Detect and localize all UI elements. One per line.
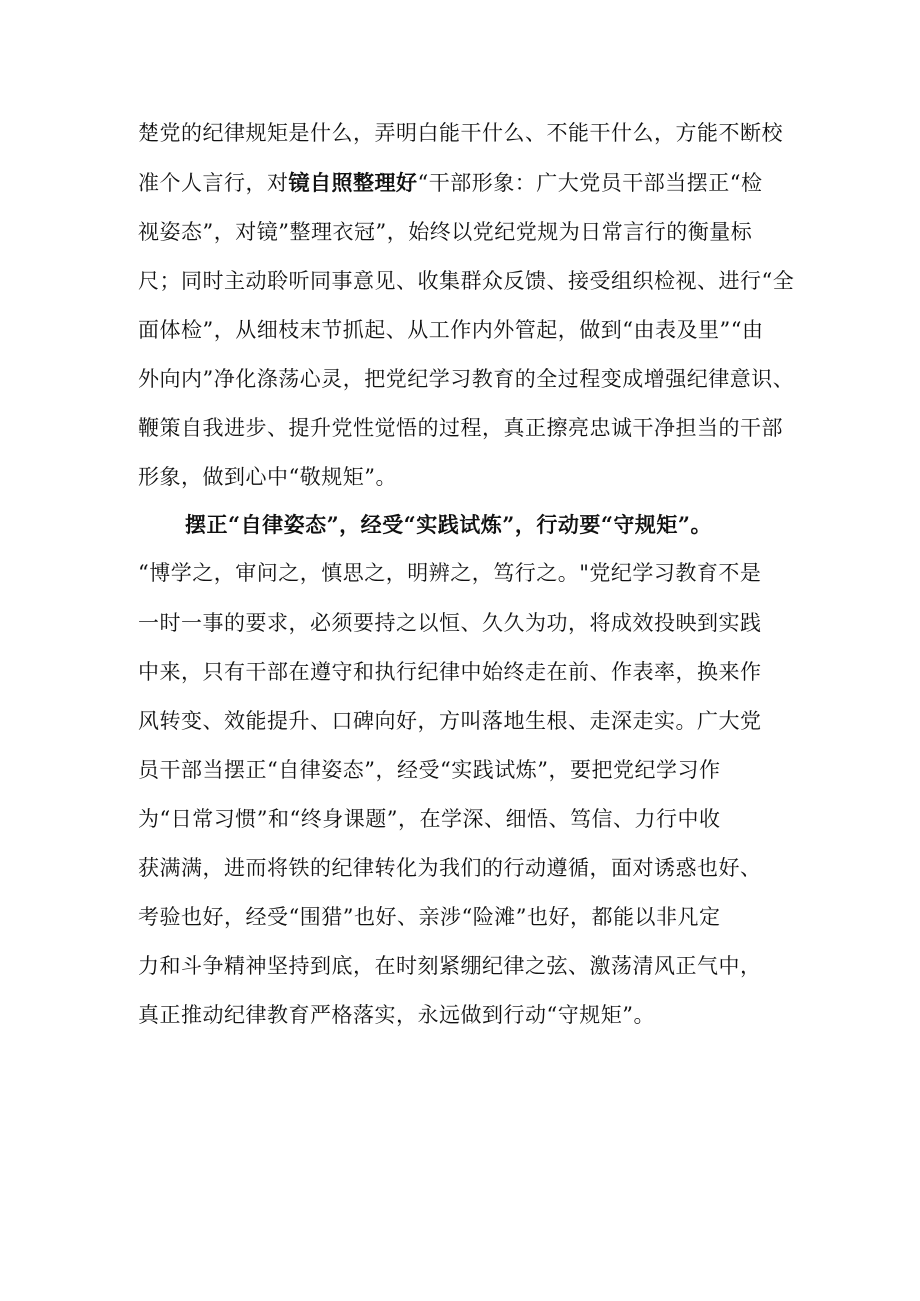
paragraph-1-line-1: 楚党的纪律规矩是什么，弄明白能干什么、不能干什么，方能不断校 <box>138 121 783 145</box>
paragraph-1-line-2-end: “干部形象：广大党员干部当摆正“检 <box>417 171 763 195</box>
paragraph-2-line-8: 考验也好，经受“围猎”也好、亲涉“险滩”也好，都能以非凡定 <box>138 905 721 929</box>
paragraph-2-line-6: 为“日常习惯”和“终身课题”，在学深、细悟、笃信、力行中收 <box>138 807 721 831</box>
paragraph-2-heading: 摆正“自律姿态”，经受“实践试炼”，行动要“守规矩”。 <box>185 512 712 537</box>
paragraph-2-line-3: 中来，只有干部在遵守和执行纪律中始终走在前、作表率，换来作 <box>138 660 762 684</box>
paragraph-2-line-7: 获满满，进而将铁的纪律转化为我们的行动遵循，面对诱惑也好、 <box>138 856 762 880</box>
paragraph-1-line-2 <box>138 170 762 196</box>
paragraph-1-line-5: 面体检”，从细枝末节抓起、从工作内外管起，做到“由表及里”“由 <box>138 318 764 342</box>
paragraph-1-line-2-start: 准个人言行，对 <box>138 171 289 195</box>
paragraph-2-line-1: “博学之，审问之，慎思之，明辨之，笃行之。"党纪学习教育不是 <box>138 561 762 585</box>
paragraph-1-line-7: 鞭策自我进步、提升党性觉悟的过程，真正擦亮忠诚干净担当的干部 <box>138 416 783 440</box>
paragraph-2-line-9: 力和斗争精神坚持到底，在时刻紧绷纪律之弦、激荡清风正气中， <box>138 954 762 978</box>
paragraph-2-line-5: 员干部当摆正“自律姿态”，经受“实践试炼”，要把党纪学习作 <box>138 758 721 782</box>
paragraph-2-line-2: 一时一事的要求，必须要持之以恒、久久为功，将成效投映到实践 <box>138 611 762 635</box>
paragraph-1-line-6: 外向内”净化涤荡心灵，把党纪学习教育的全过程变成增强纪律意识、 <box>138 367 795 391</box>
paragraph-2-line-4: 风转变、效能提升、口碑向好，方叫落地生根、走深走实。广大党 <box>138 709 762 733</box>
paragraph-1-line-3: 视姿态”，对镜”整理衣冠”，始终以党纪党规为日常言行的衡量标 <box>138 220 753 244</box>
paragraph-1-line-4: 尺；同时主动聆听同事意见、收集群众反馈、接受组织检视、进行“全 <box>138 269 795 293</box>
paragraph-1-line-8: 形象，做到心中“敬规矩”。 <box>138 465 397 489</box>
bold-phrase: 镜自照整理好 <box>288 170 418 195</box>
paragraph-2-line-10: 真正推动纪律教育严格落实，永远做到行动“守规矩”。 <box>138 1003 655 1027</box>
